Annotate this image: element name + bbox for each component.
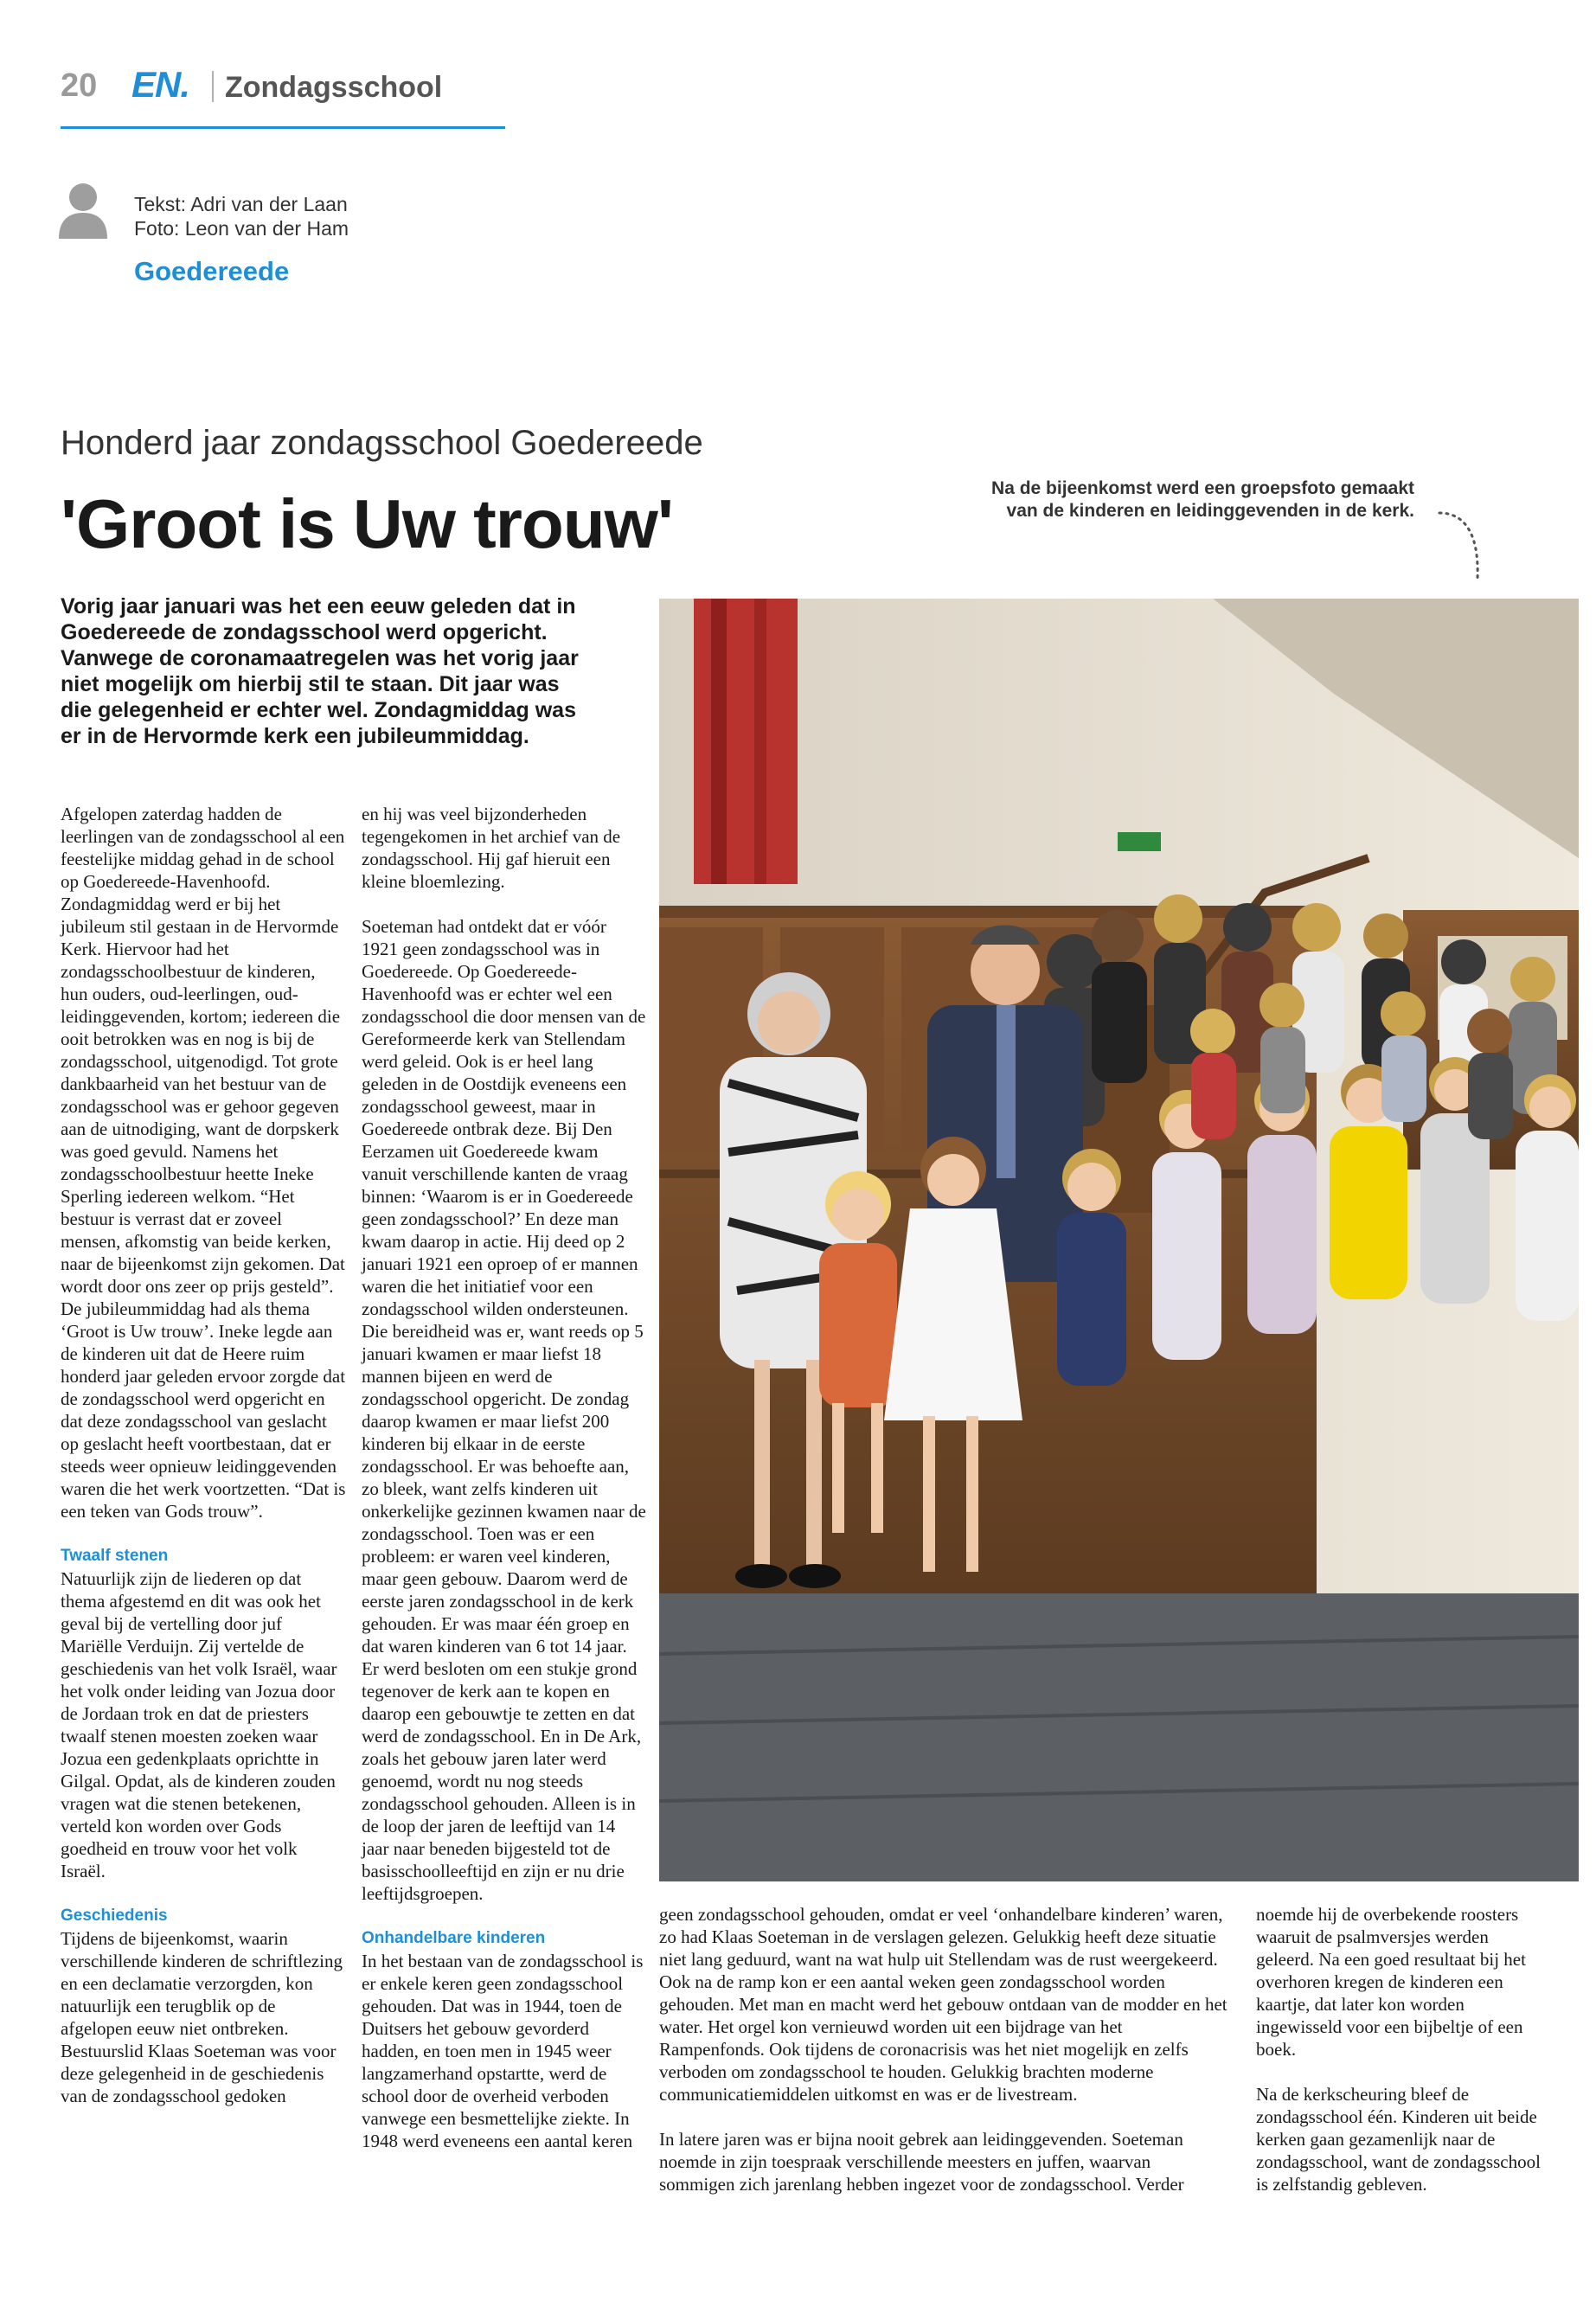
text-credit: Tekst: Adri van der Laan: [134, 193, 348, 215]
page-header: [61, 62, 510, 114]
paragraph: Tijdens de bijeenkomst, waarin verschillende kinderen de schriftlezing en een declamatie verzorgden, kon natuurlijk een terugblik op de afgelopen eeuw niet ontbreken. Bestuurslid Klaas Soeteman was voor deze gelegenheid in de geschiedenis van de zondagsschool gedoken: [61, 1928, 343, 2106]
paragraph: Afgelopen zaterdag hadden de leerlingen van de zondagsschool al een feestelijke middag gehad in de school op Goedereede-Havenhoofd. Zondagmiddag werd er bij het jubileum stil gestaan in de Hervormde Kerk. Hiervoor had het zondagsschoolbestuur de kinderen, hun ouders, oud-leerlingen, oud- leidinggevenden, kortom; iedereen die ooit betrokken was en nog is bij de zondagsschool, uitgenodigd. Tot grote dankbaarheid van het bestuur van de zondagsschool was er gehoor gegeven aan de uitnodiging, want de dorpskerk was goed gevuld. Namens het zondagsschoolbestuur heette Ineke Sperling iedereen welkom. “Het bestuur is verrast dat er zoveel mensen, afkomstig van beide kerken, naar de bijeenkomst zijn gekomen. Dat wordt door ons zeer op prijs gesteld”. De jubileummiddag had als thema ‘Groot is Uw trouw’. Ineke legde aan de kinderen uit dat de Heere ruim honderd jaar geleden ervoor zorgde dat de zondagsschool werd opgericht en dat deze zondagsschool van geslacht op geslacht heeft voortbestaan, dat er steeds weer opnieuw leidinggevenden waren die het werk voortzetten. “Dat is een teken van Gods trouw”.: [61, 804, 346, 1522]
paragraph: In het bestaan van de zondagsschool is er enkele keren geen zondagsschool gehouden. Dat was in 1944, toen de Duitsers het gebouw gevorderd hadden, en toen men in 1945 weer langzamerhand opstartte, werd de school door de overheid verboden vanwege een besmettelijke ziekte. In 1948 werd eveneens een aantal keren: [362, 1951, 644, 2151]
page-number: 20: [61, 67, 98, 104]
author-avatar-icon: [57, 180, 109, 239]
article-column-2: [362, 803, 647, 2152]
article-intro: Vorig jaar januari was het een eeuw geleden dat in Goedereede de zondagsschool werd opgericht. Vanwege de coronamaatregelen was het vorig jaar niet mogelijk om hierbij stil te staan. Dit jaar was die gelegenheid er echter wel. Zondagmiddag was er in de Hervormde kerk een jubileummiddag.: [61, 594, 579, 748]
paragraph: Na de kerkscheuring bleef de zondagsschool één. Kinderen uit beide kerken gaan gezamenlijk naar de zondagsschool, want de zondagsschool is zelfstandig gebleven.: [1256, 2084, 1541, 2195]
subheading-geschiedenis: Geschiedenis: [61, 1907, 168, 1925]
newspaper-logo: EN.: [131, 64, 190, 105]
photo-credit: Foto: Leon van der Ham: [134, 217, 349, 240]
article-column-1: [61, 803, 346, 2107]
article-kicker: Honderd jaar zondagsschool Goedereede: [61, 424, 703, 462]
paragraph: noemde hij de overbekende roosters waaruit de psalmversjes werden geleerd. Na een goed resultaat bij het overhoren kregen de kinderen een kaartje, dat later kon worden ingewisseld voor een bijbeltje of een boek.: [1256, 1904, 1526, 2060]
paragraph: Soeteman had ontdekt dat er vóór 1921 geen zondagsschool was in Goedereede. Op Goedereede-Havenhoofd was er echter wel een zondagsschool die door mensen van de Gereformeerde kerk van Stellendam werd geleid. Ook is er heel lang geleden in de Oostdijk eveneens een zondagsschool geweest, maar in Goedereede ontbrak deze. Bij Den Eerzamen uit Goedereede kwam vanuit verschillende kanten de vraag binnen: ‘Waarom is er in Goedereede geen zondagsschool?’ En deze man kwam daarop in actie. Hij deed op 2 januari 1921 een oproep of er mannen waren die het initiatief voor een zondagsschool wilden ondersteunen. Die bereidheid was er, want reeds op 5 januari kwamen er maar liefst 18 mannen bijeen en werd de zondagsschool opgericht. De zondag daarop kwamen er maar liefst 200 kinderen bij elkaar in de eerste zondagsschool. Er was behoefte aan, zo bleek, want zelfs kinderen uit onkerkelijke gezinnen kwamen naar de zondagsschool. Toen was er een probleem: er waren veel kinderen, maar geen gebouw. Daarom werd de eerste jaren zondagsschool in de kerk gehouden. Er was maar één groep en dat waren kinderen van 6 tot 14 jaar. Er werd besloten om een stukje grond tegenover de kerk aan te kopen en daarop een gebouwtje te zetten en dat werd de zondagsschool. En in De Ark, zoals het gebouw jaren later werd genoemd, wordt nu nog steeds zondagsschool gehouden. Alleen is in de loop der jaren de leeftijd van 14 jaar naar beneden bijgesteld tot de basisschoolleeftijd en zijn er nu drie leeftijdsgroepen.: [362, 916, 646, 1904]
credits: [134, 192, 349, 240]
article-column-3: [659, 1903, 1230, 2195]
subheading-twaalf-stenen: Twaalf stenen: [61, 1547, 169, 1565]
paragraph: In latere jaren was er bijna nooit gebrek aan leidinggevenden. Soeteman noemde in zijn toespraak verschillende meesters en juffen, waarvan sommigen zich jarenlang hebben ingezet voor de zondagsschool. Verder: [659, 2129, 1184, 2195]
photo-caption: Na de bijeenkomst werd een groepsfoto gemaakt van de kinderen en leidinggevenden in de kerk.: [991, 478, 1414, 521]
paragraph: en hij was veel bijzonderheden tegengekomen in het archief van de zondagsschool. Hij gaf hieruit een kleine bloemlezing.: [362, 804, 621, 892]
paragraph: Natuurlijk zijn de liederen op dat thema afgestemd en dit was ook het geval bij de vertelling door juf Mariëlle Verduijn. Zij vertelde de geschiedenis van het volk Israël, waar het volk onder leiding van Jozua door de Jordaan trok en dat de priesters twaalf stenen moesten zoeken waar Jozua een gedenkplaats oprichtte in Gilgal. Opdat, als de kinderen zouden vragen wat die stenen betekenen, verteld kon worden over Gods goedheid en trouw voor het volk Israël.: [61, 1568, 337, 1881]
subheading-onhandelbare-kinderen: Onhandelbare kinderen: [362, 1929, 546, 1947]
article-column-4: [1256, 1903, 1542, 2195]
caption-arrow-icon: [1438, 506, 1490, 584]
section-title: Zondagsschool: [225, 71, 443, 104]
group-photo: [659, 599, 1579, 1881]
paragraph: geen zondagsschool gehouden, omdat er veel ‘onhandelbare kinderen’ waren, zo had Klaas Soeteman in de verslagen gelezen. Gelukkig heeft deze situatie niet lang geduurd, want na wat hulp uit Stellendam was de rust weergekeerd. Ook na de ramp kon er een aantal weken geen zondagsschool worden gehouden. Met man en macht werd het gebouw ontdaan van de modder en het water. Het orgel kon vernieuwd worden uit een bijdrage van het Rampenfonds. Ook tijdens de coronacrisis was het niet mogelijk en zelfs verboden om zondagsschool te houden. Gelukkig brachten moderne communicatiemiddelen uitkomst en was er de livestream.: [659, 1904, 1227, 2105]
header-rule: [61, 126, 505, 129]
location-tag: Goedereede: [134, 256, 290, 286]
header-divider: [212, 71, 214, 102]
article-title: 'Groot is Uw trouw': [61, 485, 673, 562]
